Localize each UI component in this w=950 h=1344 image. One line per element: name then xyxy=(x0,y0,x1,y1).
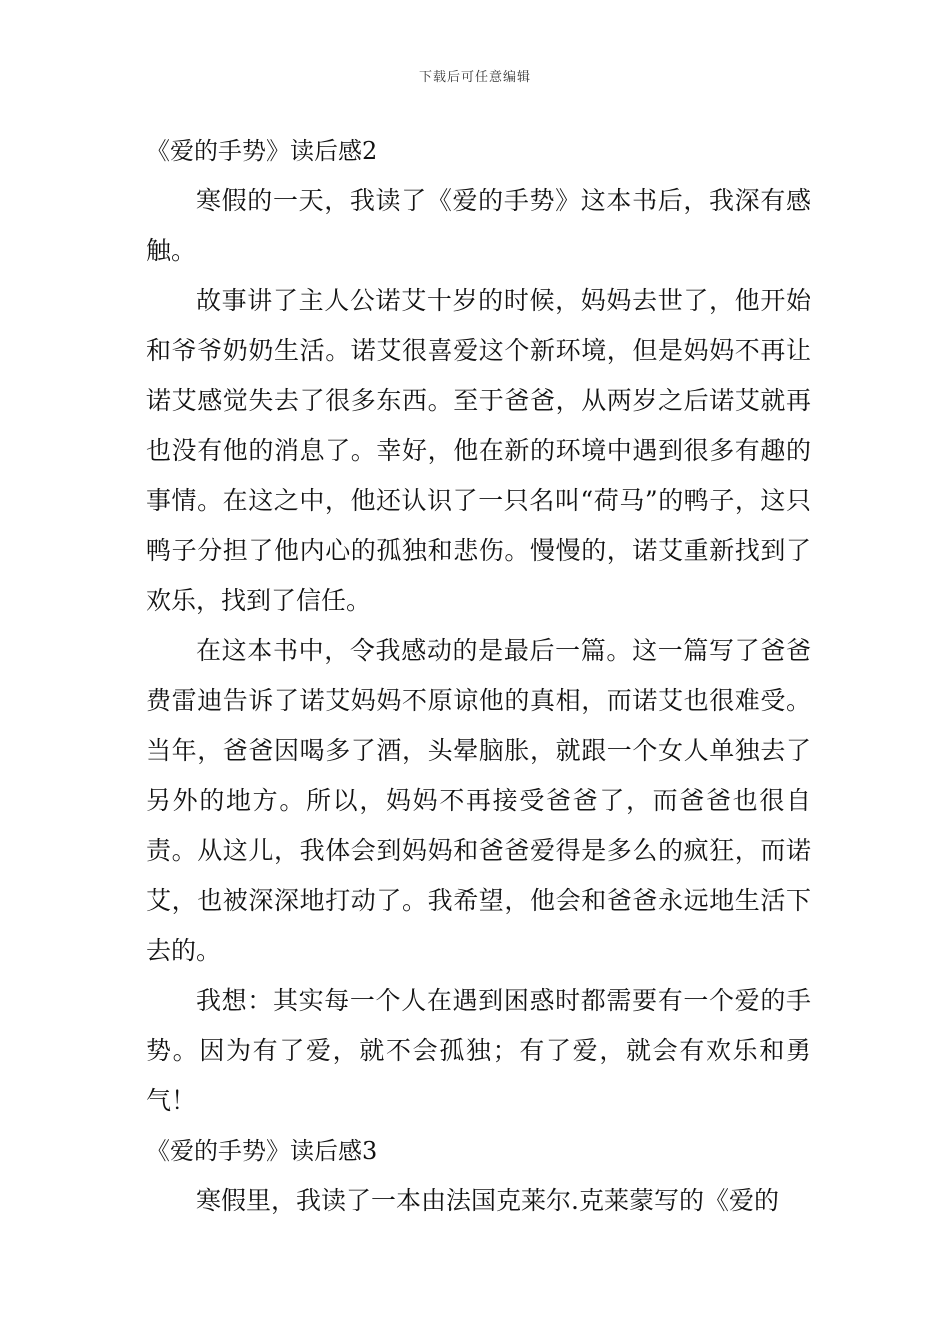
section-title: 《爱的手势》读后感2 xyxy=(146,137,378,165)
section-review-2 xyxy=(146,126,811,1126)
paragraph: 故事讲了主人公诺艾十岁的时候，妈妈去世了，他开始和爷爷奶奶生活。诺艾很喜爱这个新环境，但是妈妈不再让诺艾感觉失去了很多东西。至于爸爸，从两岁之后诺艾就再也没有他的消息了。幸好，他在新的环境中遇到很多有趣的事情。在这之中，他还认识了一只名叫“荷马”的鸭子，这只鸭子分担了他内心的孤独和悲伤。慢慢的，诺艾重新找到了欢乐，找到了信任。 xyxy=(146,286,811,615)
paragraph: 寒假的一天，我读了《爱的手势》这本书后，我深有感触。 xyxy=(146,186,811,265)
document-body xyxy=(146,126,811,1226)
page-header-note: 下载后可任意编辑 xyxy=(418,70,531,85)
paragraph: 在这本书中，令我感动的是最后一篇。这一篇写了爸爸费雷迪告诉了诺艾妈妈不原谅他的真相，而诺艾也很难受。当年，爸爸因喝多了酒，头晕脑胀，就跟一个女人单独去了另外的地方。所以，妈妈不再接受爸爸了，而爸爸也很自责。从这儿，我体会到妈妈和爸爸爱得是多么的疯狂，而诺艾，也被深深地打动了。我希望，他会和爸爸永远地生活下去的。 xyxy=(146,636,811,965)
paragraph: 寒假里，我读了一本由法国克莱尔.克莱蒙写的《爱的 xyxy=(196,1186,779,1215)
paragraph: 我想：其实每一个人在遇到困惑时都需要有一个爱的手势。因为有了爱，就不会孤独；有了爱，就会有欢乐和勇气！ xyxy=(146,986,811,1115)
section-review-3 xyxy=(146,1126,811,1226)
section-title: 《爱的手势》读后感3 xyxy=(146,1137,378,1165)
